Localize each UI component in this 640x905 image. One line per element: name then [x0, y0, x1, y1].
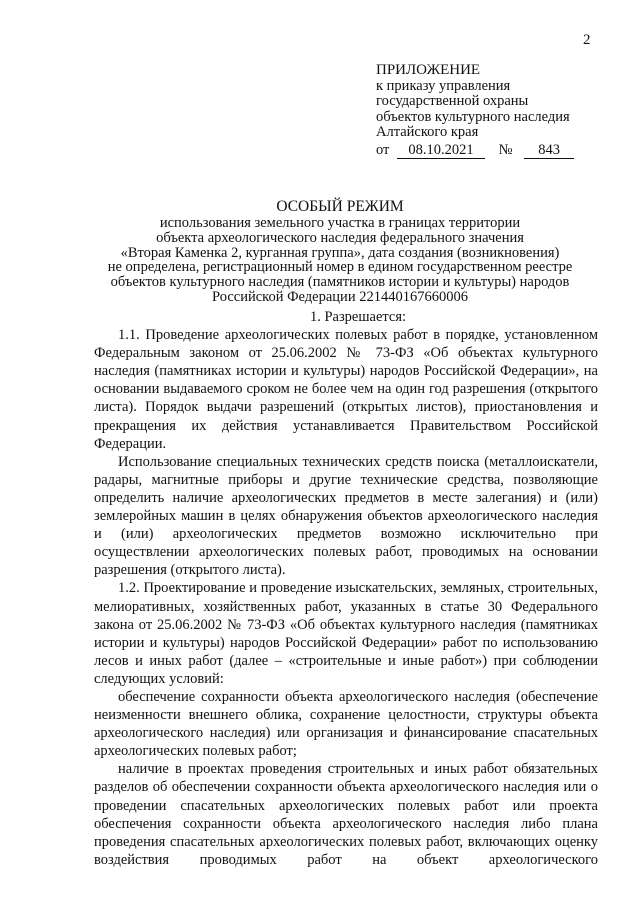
- order-date-line: [376, 143, 626, 159]
- appendix-line: государственной охраны: [376, 93, 529, 109]
- title-line: Российской Федерации 221440167660006: [212, 288, 468, 305]
- date-prefix: от: [376, 141, 390, 158]
- section-heading: 1. Разрешается:: [309, 309, 407, 325]
- title-line: объекта археологического наследия федерального значения: [156, 229, 524, 246]
- paragraph: 1.1. Проведение археологических полевых работ в порядке, установленном Федеральным законом от 25.06.2002 № 73-ФЗ «Об объектах культурного наследия (памятниках истории и культуры) народов Российской Федерации», на основании выдаваемого сроком не более чем на один год разрешения (открытого листа). Порядок выдачи разрешений (открытых листов), приостановления и прекращения их действия устанавливается Правительством Российской Федерации.: [94, 327, 598, 452]
- paragraph: наличие в проектах проведения строительных и иных работ обязательных разделов об обеспечении сохранности объекта археологического наследия или о проведении спасательных археологических полевых работ или проекта обеспечения сохранности объекта археологического наследия либо плана проведения спасательных археологических полевых работ, включающих оценку воздействия проводимых работ на объект археологического: [94, 761, 598, 868]
- title-heading: ОСОБЫЙ РЕЖИМ: [276, 198, 404, 215]
- appendix-line: к приказу управления: [376, 77, 511, 94]
- title-line: не определена, регистрационный номер в едином государственном реестре: [107, 259, 573, 276]
- page-number: 2: [583, 32, 591, 48]
- paragraph: Использование специальных технических средств поиска (металлоискатели, радары, магнитные приборы и другие технические средства, позволяющие определить наличие археологических предметов в месте залегания) и (или) землеройных машин в целях обнаружения объектов археологического наследия и (или) археологических предметов возможно исключительно при осуществлении археологических полевых работ, проводимых на основании разрешения (открытого листа).: [94, 453, 598, 579]
- order-date: 08.10.2021: [397, 143, 485, 159]
- appendix-line: объектов культурного наследия: [376, 108, 570, 125]
- document-title: [70, 198, 610, 305]
- title-line: использования земельного участка в границах территории: [159, 215, 521, 231]
- document-body: [94, 308, 598, 869]
- number-sign: №: [498, 141, 513, 158]
- appendix-block: [376, 63, 626, 159]
- appendix-label: ПРИЛОЖЕНИЕ: [376, 62, 481, 78]
- paragraph: 1.2. Проектирование и проведение изыскательских, земляных, строительных, мелиоративных, хозяйственных работ, указанных в статье 30 Федерального закона от 25.06.2002 № 73-ФЗ «Об объектах культурного наследия (памятниках истории и культуры) народов Российской Федерации» работ по использованию лесов и иных работ (далее – «строительные и иные работ») при соблюдении следующих условий:: [94, 580, 598, 687]
- paragraph: обеспечение сохранности объекта археологического наследия (обеспечение неизменности внешнего облика, сохранение целостности, структуры объекта археологического наследия) или организация и финансирование спасательных археологических полевых работ;: [94, 688, 598, 760]
- title-line: объектов культурного наследия (памятников истории и культуры) народов: [110, 274, 570, 291]
- title-line: «Вторая Каменка 2, курганная группа», дата создания (возникновения): [120, 244, 560, 261]
- order-number: 843: [524, 143, 574, 159]
- appendix-line: Алтайского края: [376, 124, 479, 140]
